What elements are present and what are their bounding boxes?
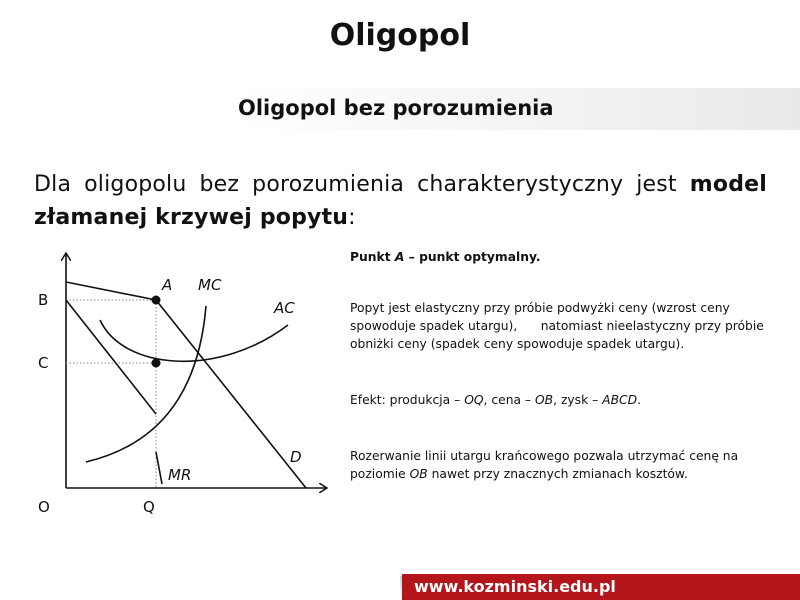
notes-panel [350, 248, 770, 483]
intro-plain: Dla oligopolu bez porozumienia charakterystyczny jest [34, 172, 690, 197]
intro-paragraph [34, 168, 767, 234]
note-emphasis: OQ [464, 393, 484, 407]
kinked-demand-diagram [28, 250, 338, 522]
note-text: Efekt: produkcja – [350, 393, 465, 407]
slide-subtitle: Oligopol bez porozumienia [238, 96, 554, 120]
label-AC: AC [274, 299, 295, 317]
note-text: Punkt [350, 250, 395, 264]
note-emphasis: OB [535, 393, 554, 407]
note-emphasis: A [394, 250, 405, 264]
label-D: D [290, 448, 302, 466]
note-text: Rozerwanie linii utargu krańcowego pozwala utrzymać cenę na poziomie [350, 449, 739, 481]
intro-bold: model złamanej krzywej popytu [34, 172, 767, 230]
label-MC: MC [198, 276, 222, 294]
footer-url[interactable]: www.kozminski.edu.pl [414, 577, 616, 596]
label-O: O [38, 498, 50, 516]
mr-upper-segment [66, 300, 156, 414]
label-B: B [38, 291, 49, 309]
note-text: , zysk – [553, 393, 603, 407]
note-text: , cena – [483, 393, 535, 407]
note-effect [350, 391, 770, 409]
ac-curve [100, 320, 288, 361]
slide-title: Oligopol [329, 18, 471, 53]
note-mr-gap [350, 447, 770, 483]
mc-curve [86, 306, 206, 462]
point-A [152, 296, 161, 305]
note-emphasis: ABCD [602, 393, 638, 407]
label-A: A [162, 276, 173, 294]
note-optimal-point [350, 248, 770, 266]
note-text: . [637, 393, 641, 407]
note-emphasis: OB [409, 467, 428, 481]
label-C: C [38, 354, 49, 372]
note-text: nawet przy znacznych zmianach kosztów. [427, 467, 688, 481]
mr-lower-segment [156, 452, 162, 484]
label-Q: Q [143, 498, 155, 516]
label-MR: MR [168, 466, 192, 484]
point-C-on-AC [152, 359, 161, 368]
note-elasticity: Popyt jest elastyczny przy próbie podwyżki ceny (wzrost ceny spowoduje spadek utargu), natomiast nieelastyczny przy próbie obniżki ceny (spadek ceny spowoduje spadek utargu). [350, 301, 768, 351]
note-text: – punkt optymalny. [404, 250, 541, 264]
intro-end: : [348, 205, 356, 230]
footer-bar [402, 574, 800, 600]
